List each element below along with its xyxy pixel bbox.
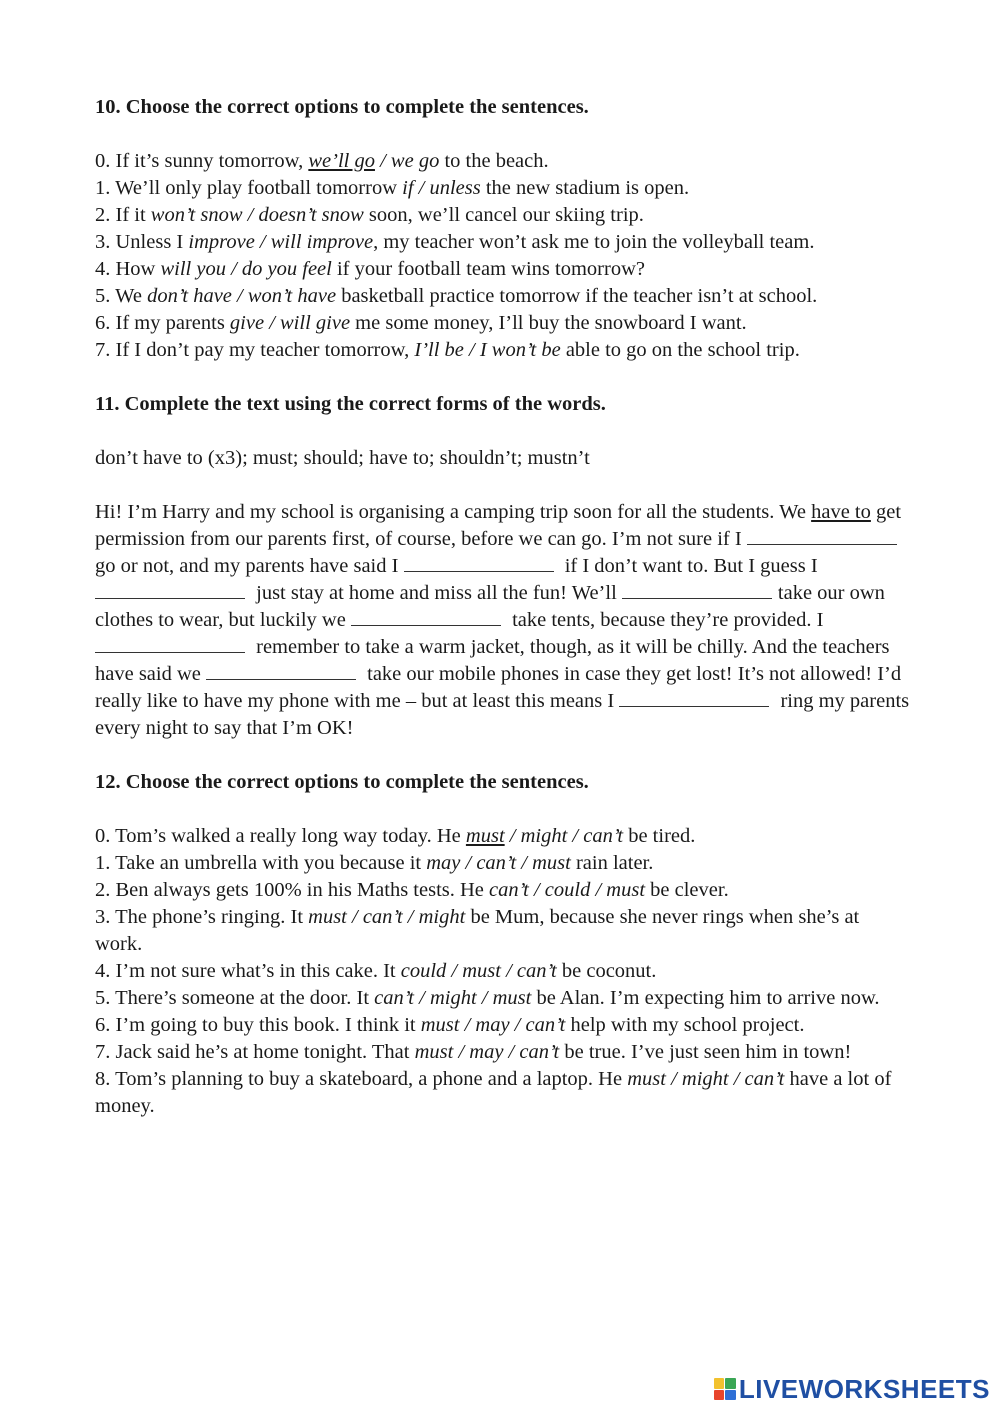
exercise-11-text: Hi! I’m Harry and my school is organising a camping trip soon for all the students. We have to get permission from our parents first, of course, before we can go. I’m not sure if I go or not, and my parents have said I if I don’t want to. But I guess I just stay at home and miss all the fun! We’ll take our own clothes to wear, but luckily we take tents, because they’re provided. I remember to take a warm jacket, though, as it will be chilly. And the teachers have said we take our mobile phones in case they get lost! It’s not allowed! I’d really like to have my phone with me – but at least this means I ring my parents every night to say that I’m OK! — [95, 501, 910, 739]
ex12-item-2: 2. Ben always gets 100% in his Maths tests. He can’t / could / must be clever. — [95, 879, 729, 901]
ex12-item-0: 0. Tom’s walked a really long way today. He must / might / can’t be tired. — [95, 825, 696, 847]
worksheet-page — [95, 94, 910, 1120]
exercise-10-title: 10. Choose the correct options to complete the sentences. — [95, 96, 589, 118]
ex12-item-0-answer: must — [465, 825, 505, 847]
ex10-item-4-options[interactable]: will you / do you feel — [160, 258, 332, 280]
ex12-item-3: 3. The phone’s ringing. It must / can’t / might be Mum, because she never rings when she’s at work. — [95, 906, 860, 955]
liveworksheets-logo-text: LIVEWORKSHEETS — [738, 1373, 990, 1404]
ex12-item-2-options[interactable]: can’t / could / must — [489, 879, 646, 901]
ex12-item-3-options[interactable]: must / can’t / might — [308, 906, 466, 928]
ex12-item-1-options[interactable]: may / can’t / must — [426, 852, 571, 874]
ex10-item-0-answer: we’ll go — [308, 150, 375, 172]
gap-7[interactable] — [206, 662, 356, 680]
ex10-item-1: 1. We’ll only play football tomorrow if / unless the new stadium is open. — [95, 177, 690, 199]
ex10-item-2: 2. If it won’t snow / doesn’t snow soon, we’ll cancel our skiing trip. — [95, 204, 644, 226]
ex12-item-5-options[interactable]: can’t / might / must — [374, 987, 532, 1009]
liveworksheets-logo-icon — [714, 1378, 736, 1400]
gap-4[interactable] — [622, 581, 772, 599]
ex12-item-5: 5. There’s someone at the door. It can’t / might / must be Alan. I’m expecting him to arrive now. — [95, 987, 880, 1009]
ex12-item-8-options[interactable]: must / might / can’t — [627, 1068, 785, 1090]
ex10-item-6-options[interactable]: give / will give — [229, 312, 351, 334]
gap-6[interactable] — [95, 635, 245, 653]
ex12-item-4: 4. I’m not sure what’s in this cake. It could / must / can’t be coconut. — [95, 960, 657, 982]
gap-3[interactable] — [95, 581, 245, 599]
ex10-item-7-options[interactable]: I’ll be / I won’t be — [414, 339, 561, 361]
ex10-item-1-options[interactable]: if / unless — [402, 177, 481, 199]
ex10-item-5: 5. We don’t have / won’t have basketball practice tomorrow if the teacher isn’t at school. — [95, 285, 818, 307]
ex12-item-1: 1. Take an umbrella with you because it may / can’t / must rain later. — [95, 852, 654, 874]
exercise-10-items — [95, 148, 910, 364]
ex12-item-7-options[interactable]: must / may / can’t — [414, 1041, 560, 1063]
ex10-item-3: 3. Unless I improve / will improve, my teacher won’t ask me to join the volleyball team. — [95, 231, 815, 253]
exercise-12-title: 12. Choose the correct options to complete the sentences. — [95, 771, 589, 793]
liveworksheets-logo — [714, 1375, 990, 1403]
ex11-example-answer: have to — [811, 501, 871, 523]
ex12-item-4-options[interactable]: could / must / can’t — [400, 960, 557, 982]
ex12-item-6-options[interactable]: must / may / can’t — [420, 1014, 566, 1036]
ex10-item-0: 0. If it’s sunny tomorrow, we’ll go / we go to the beach. — [95, 150, 549, 172]
word-bank: don’t have to (x3); must; should; have to; shouldn’t; mustn’t — [95, 447, 590, 469]
ex10-item-6: 6. If my parents give / will give me some money, I’ll buy the snowboard I want. — [95, 312, 747, 334]
ex10-item-4: 4. How will you / do you feel if your football team wins tomorrow? — [95, 258, 645, 280]
ex10-item-5-options[interactable]: don’t have / won’t have — [147, 285, 337, 307]
ex10-item-7: 7. If I don’t pay my teacher tomorrow, I’ll be / I won’t be able to go on the school trip. — [95, 339, 800, 361]
ex12-item-6: 6. I’m going to buy this book. I think it must / may / can’t help with my school project. — [95, 1014, 805, 1036]
gap-1[interactable] — [747, 527, 897, 545]
ex10-item-3-options[interactable]: improve / will improve — [188, 231, 374, 253]
exercise-11-title: 11. Complete the text using the correct forms of the words. — [95, 393, 606, 415]
gap-2[interactable] — [404, 554, 554, 572]
ex12-item-8: 8. Tom’s planning to buy a skateboard, a phone and a laptop. He must / might / can’t have a lot of money. — [95, 1068, 892, 1117]
gap-5[interactable] — [351, 608, 501, 626]
ex10-item-2-options[interactable]: won’t snow / doesn’t snow — [150, 204, 364, 226]
ex12-item-7: 7. Jack said he’s at home tonight. That must / may / can’t be true. I’ve just seen him in town! — [95, 1041, 852, 1063]
gap-8[interactable] — [619, 689, 769, 707]
exercise-12-items — [95, 823, 910, 1120]
